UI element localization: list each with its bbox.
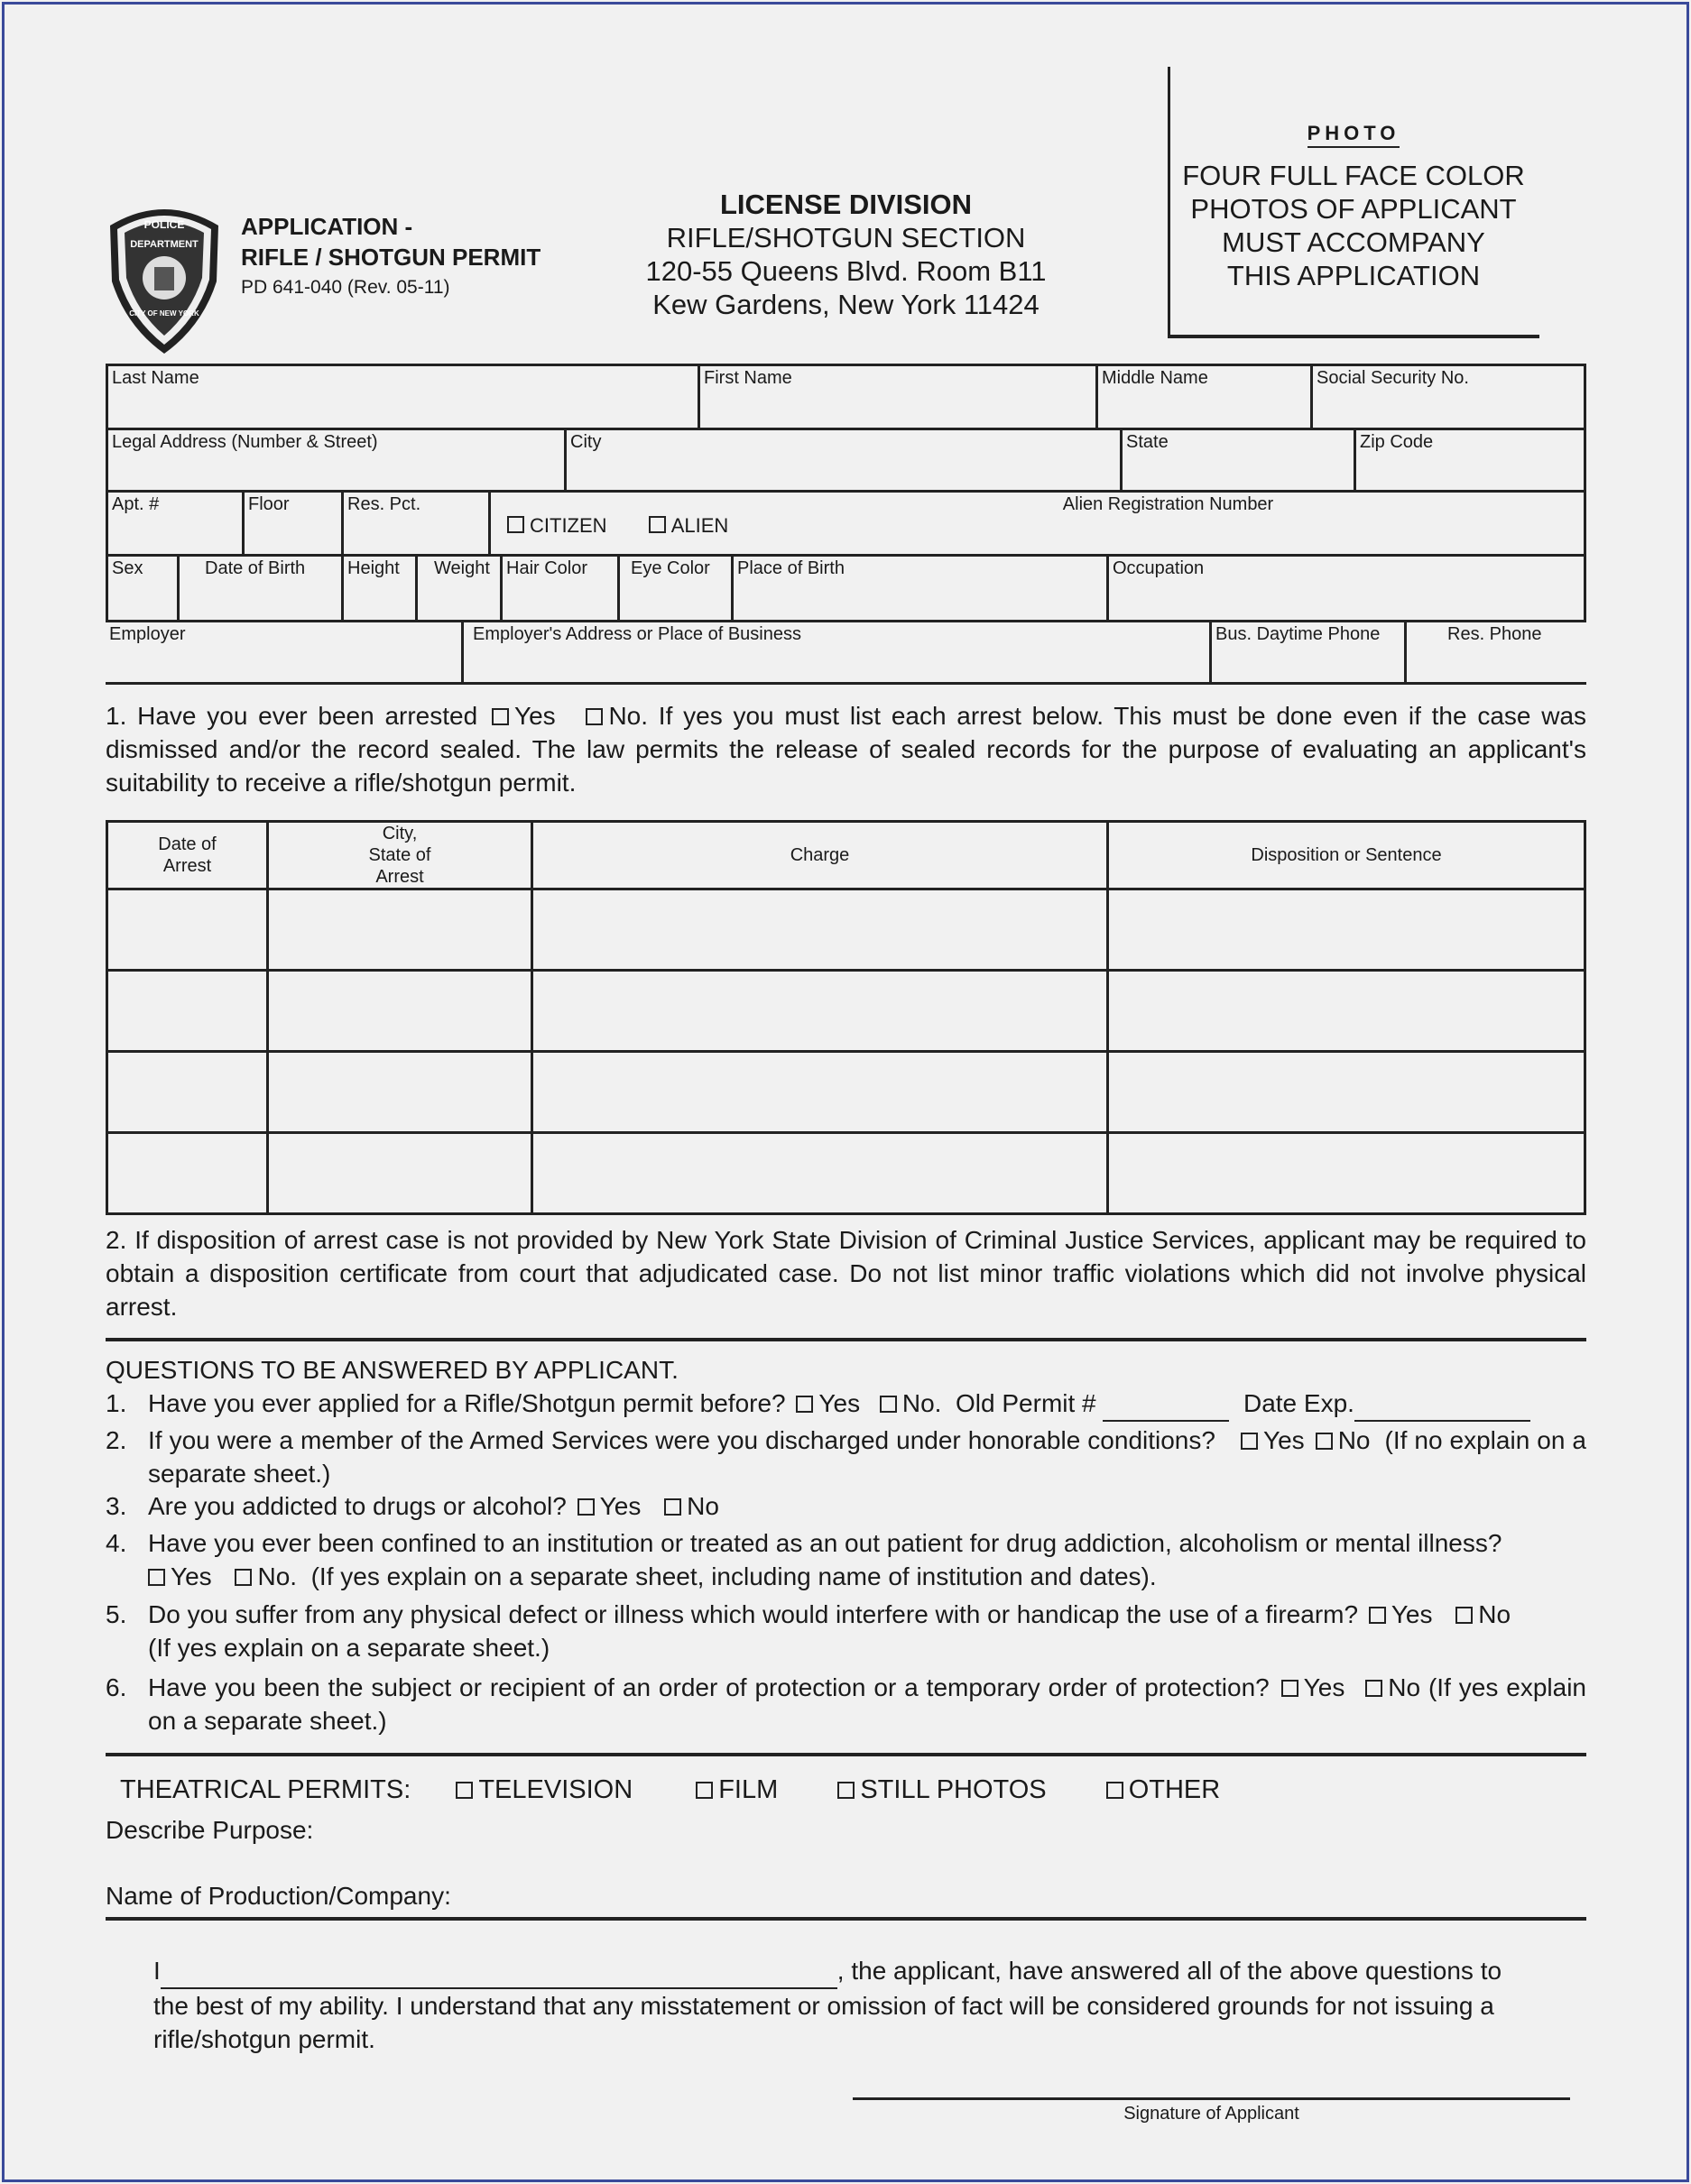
dob-field[interactable]: Date of Birth <box>177 557 309 620</box>
q4-no-checkbox[interactable] <box>235 1569 252 1586</box>
date-exp-input[interactable] <box>1354 1387 1530 1422</box>
yes-label: Yes <box>171 1562 212 1590</box>
question-number: 3. <box>106 1492 127 1520</box>
yes-label: Yes <box>1262 1426 1305 1454</box>
division-title: LICENSE DIVISION <box>719 189 973 220</box>
divider <box>106 1338 1586 1341</box>
eye-color-field[interactable]: Eye Color <box>617 557 714 620</box>
arrest-yes-label: Yes <box>513 702 556 730</box>
col-city-state: City, State of Arrest <box>268 822 532 889</box>
question-2 <box>106 1424 1586 1490</box>
place-of-birth-field[interactable]: Place of Birth <box>731 557 848 620</box>
height-field[interactable]: Height <box>341 557 403 620</box>
question-note: (If no explain on a separate sheet.) <box>148 1426 1587 1488</box>
date-exp-label: Date Exp. <box>1243 1389 1354 1417</box>
disposition-note: 2. If disposition of arrest case is not provided by New York State Division of Criminal Justice Services, applicant may be required to obtain a disposition certificate from court that adjudicated case. Do not list minor traffic violations which did not involve physical arrest. <box>106 1226 1586 1321</box>
signature-label: Signature of Applicant <box>1123 2104 1299 2124</box>
yes-label: Yes <box>818 1389 861 1417</box>
photo-line: PHOTOS OF APPLICANT <box>1190 193 1517 225</box>
question-text: If you were a member of the Armed Services were you discharged under honorable conditions? <box>148 1426 1215 1454</box>
film-label: FILM <box>718 1775 779 1804</box>
zip-field[interactable]: Zip Code <box>1354 430 1437 490</box>
table-cell[interactable] <box>107 889 268 971</box>
divider <box>106 1917 1586 1921</box>
still-photos-label: STILL PHOTOS <box>860 1775 1047 1804</box>
photo-line: MUST ACCOMPANY <box>1222 226 1485 258</box>
city-field[interactable]: City <box>564 430 605 490</box>
production-name-field[interactable]: Name of Production/Company: <box>106 1882 451 1910</box>
employer-address-field[interactable]: Employer's Address or Place of Business <box>461 622 805 682</box>
bus-phone-field[interactable]: Bus. Daytime Phone <box>1209 622 1383 682</box>
question-note: (If yes explain on a separate sheet, including name of institution and dates). <box>310 1562 1157 1590</box>
question-text: Are you addicted to drugs or alcohol? <box>148 1492 567 1520</box>
no-label: No. <box>257 1562 298 1590</box>
question-text: Have you been the subject or recipient of an order of protection or a temporary order of protection? <box>148 1673 1270 1701</box>
first-name-field[interactable]: First Name <box>698 366 796 428</box>
yes-label: Yes <box>1303 1673 1345 1701</box>
signature-line[interactable] <box>853 2097 1570 2100</box>
question-text: Do you suffer from any physical defect or illness which would interfere with or handicap the use of a firearm? <box>148 1600 1359 1628</box>
applicant-info-grid <box>106 364 1586 685</box>
other-checkbox[interactable] <box>1106 1782 1123 1799</box>
table-cell[interactable] <box>532 889 1108 971</box>
question-text: Have you ever applied for a Rifle/Shotgun permit before? <box>148 1389 786 1417</box>
no-label: No <box>687 1492 719 1520</box>
weight-field[interactable]: Weight <box>415 557 494 620</box>
photo-line: THIS APPLICATION <box>1226 260 1481 291</box>
television-checkbox[interactable] <box>456 1782 473 1799</box>
res-pct-field[interactable]: Res. Pct. <box>341 493 424 554</box>
declaration <box>153 1954 1525 2056</box>
res-phone-field[interactable]: Res. Phone <box>1404 622 1546 682</box>
col-charge: Charge <box>532 822 1108 889</box>
floor-field[interactable]: Floor <box>242 493 293 554</box>
alien-checkbox[interactable] <box>649 516 666 533</box>
arrest-question <box>106 699 1586 799</box>
table-row <box>107 971 1585 1052</box>
q4-yes-checkbox[interactable] <box>148 1569 165 1586</box>
no-label: No <box>1388 1673 1421 1701</box>
table-cell[interactable] <box>268 1133 532 1214</box>
division-address: 120-55 Queens Blvd. Room B11 <box>645 255 1047 287</box>
badge-text-middle: DEPARTMENT <box>130 239 199 250</box>
question-5 <box>106 1598 1586 1664</box>
declaration-text: , the applicant, have answered all of the above questions to the best of my ability. I understand that any misstatement or omission of fact will be considered grounds for not issuing a rifle/shotgun permit. <box>153 1957 1502 2053</box>
q2-no-checkbox[interactable] <box>1316 1433 1333 1450</box>
table-cell[interactable] <box>1108 1133 1585 1214</box>
citizenship-cell <box>488 493 1584 554</box>
photo-line: FOUR FULL FACE COLOR <box>1182 160 1525 191</box>
table-cell[interactable] <box>107 971 268 1052</box>
question-note: (If yes explain on a separate sheet.) <box>148 1673 1587 1735</box>
photo-box <box>1173 114 1534 292</box>
old-permit-label: Old Permit # <box>956 1389 1096 1417</box>
table-cell[interactable] <box>107 1052 268 1133</box>
citizen-checkbox[interactable] <box>507 516 524 533</box>
application-title <box>241 211 541 303</box>
theatrical-label: THEATRICAL PERMITS: <box>120 1775 411 1804</box>
employer-field[interactable]: Employer <box>109 624 186 644</box>
no-label: No <box>1337 1426 1371 1454</box>
other-label: OTHER <box>1128 1775 1221 1804</box>
middle-name-field[interactable]: Middle Name <box>1095 366 1212 428</box>
old-permit-input[interactable] <box>1103 1387 1229 1422</box>
still-photos-checkbox[interactable] <box>837 1782 855 1799</box>
col-disposition: Disposition or Sentence <box>1108 822 1585 889</box>
table-row <box>107 889 1585 971</box>
divider <box>106 1753 1586 1756</box>
applicant-name-input[interactable] <box>161 1954 837 1989</box>
arrest-no-label: No. <box>608 702 649 730</box>
questions-heading: QUESTIONS TO BE ANSWERED BY APPLICANT. <box>106 1356 679 1384</box>
no-label: No. <box>901 1389 942 1417</box>
occupation-field[interactable]: Occupation <box>1106 557 1207 620</box>
question-4 <box>106 1526 1586 1593</box>
table-cell[interactable] <box>1108 1052 1585 1133</box>
division-section: RIFLE/SHOTGUN SECTION <box>666 222 1026 253</box>
question-number: 4. <box>106 1529 127 1557</box>
state-field[interactable]: State <box>1120 430 1172 490</box>
table-cell[interactable] <box>268 971 532 1052</box>
question-1 <box>106 1387 1586 1422</box>
arrest-question-instructions: If yes you must list each arrest below. This must be done even if the case was dismissed and/or the record sealed. The law permits the release of sealed records for the purpose of evaluating an applicant's suitability to receive a rifle/shotgun permit. <box>106 702 1587 797</box>
table-cell[interactable] <box>107 1133 268 1214</box>
table-cell[interactable] <box>1108 889 1585 971</box>
division-city: Kew Gardens, New York 11424 <box>652 289 1040 320</box>
q3-yes-checkbox[interactable] <box>578 1498 595 1516</box>
question-number: 5. <box>106 1600 127 1628</box>
television-label: TELEVISION <box>478 1775 633 1804</box>
q2-yes-checkbox[interactable] <box>1241 1433 1258 1450</box>
table-cell[interactable] <box>1108 971 1585 1052</box>
table-row <box>107 1133 1585 1214</box>
ssn-field[interactable]: Social Security No. <box>1310 366 1473 428</box>
yes-label: Yes <box>1391 1600 1433 1628</box>
hair-color-field[interactable]: Hair Color <box>500 557 591 620</box>
q3-no-checkbox[interactable] <box>664 1498 681 1516</box>
table-cell[interactable] <box>268 1052 532 1133</box>
form-number: PD 641-040 (Rev. 05-11) <box>241 277 450 298</box>
table-cell[interactable] <box>532 1133 1108 1214</box>
question-note: (If yes explain on a separate sheet.) <box>148 1634 550 1662</box>
photo-box-border <box>1168 335 1539 338</box>
q5-yes-checkbox[interactable] <box>1369 1607 1386 1624</box>
arrest-yes-checkbox[interactable] <box>492 708 509 725</box>
table-cell[interactable] <box>268 889 532 971</box>
question-number: 1. <box>106 1389 127 1417</box>
q6-no-checkbox[interactable] <box>1365 1680 1382 1697</box>
question-3 <box>106 1489 1586 1523</box>
col-date-of-arrest: Date of Arrest <box>107 822 268 889</box>
application-line2: RIFLE / SHOTGUN PERMIT <box>241 244 541 271</box>
badge-text-top: POLICE <box>143 218 185 231</box>
apt-field[interactable]: Apt. # <box>112 494 160 514</box>
legal-address-field[interactable]: Legal Address (Number & Street) <box>112 432 378 452</box>
citizen-label: CITIZEN <box>530 514 607 537</box>
film-checkbox[interactable] <box>696 1782 713 1799</box>
badge-text-bottom: CITY OF NEW YORK <box>129 309 199 318</box>
q1-no-checkbox[interactable] <box>880 1396 897 1413</box>
last-name-field[interactable]: Last Name <box>112 368 199 388</box>
yes-label: Yes <box>599 1492 642 1520</box>
police-badge-logo <box>103 200 226 355</box>
table-row <box>107 1052 1585 1133</box>
division-header <box>578 188 1114 321</box>
question-text: Have you ever been confined to an institution or treated as an out patient for drug addiction, alcoholism or mental illness? <box>148 1529 1502 1557</box>
question-number: 2. <box>106 1426 127 1454</box>
photo-title: PHOTO <box>1308 121 1400 148</box>
alien-reg-label: Alien Registration Number <box>1062 494 1274 514</box>
theatrical-permits <box>120 1774 1601 1807</box>
arrest-question-text: 1. Have you ever been arrested <box>106 702 478 730</box>
arrest-table <box>106 820 1586 1215</box>
q1-yes-checkbox[interactable] <box>796 1396 813 1413</box>
no-label: No <box>1478 1600 1511 1628</box>
table-cell[interactable] <box>532 971 1108 1052</box>
arrest-no-checkbox[interactable] <box>586 708 603 725</box>
application-line1: APPLICATION - <box>241 213 413 240</box>
alien-label: ALIEN <box>670 514 729 537</box>
table-cell[interactable] <box>532 1052 1108 1133</box>
declaration-i: I <box>153 1957 161 1985</box>
q5-no-checkbox[interactable] <box>1455 1607 1473 1624</box>
q6-yes-checkbox[interactable] <box>1281 1680 1298 1697</box>
question-number: 6. <box>106 1673 127 1701</box>
sex-field[interactable]: Sex <box>112 558 143 578</box>
describe-purpose-field[interactable]: Describe Purpose: <box>106 1816 314 1844</box>
question-6 <box>106 1671 1586 1737</box>
photo-box-border <box>1168 67 1170 337</box>
